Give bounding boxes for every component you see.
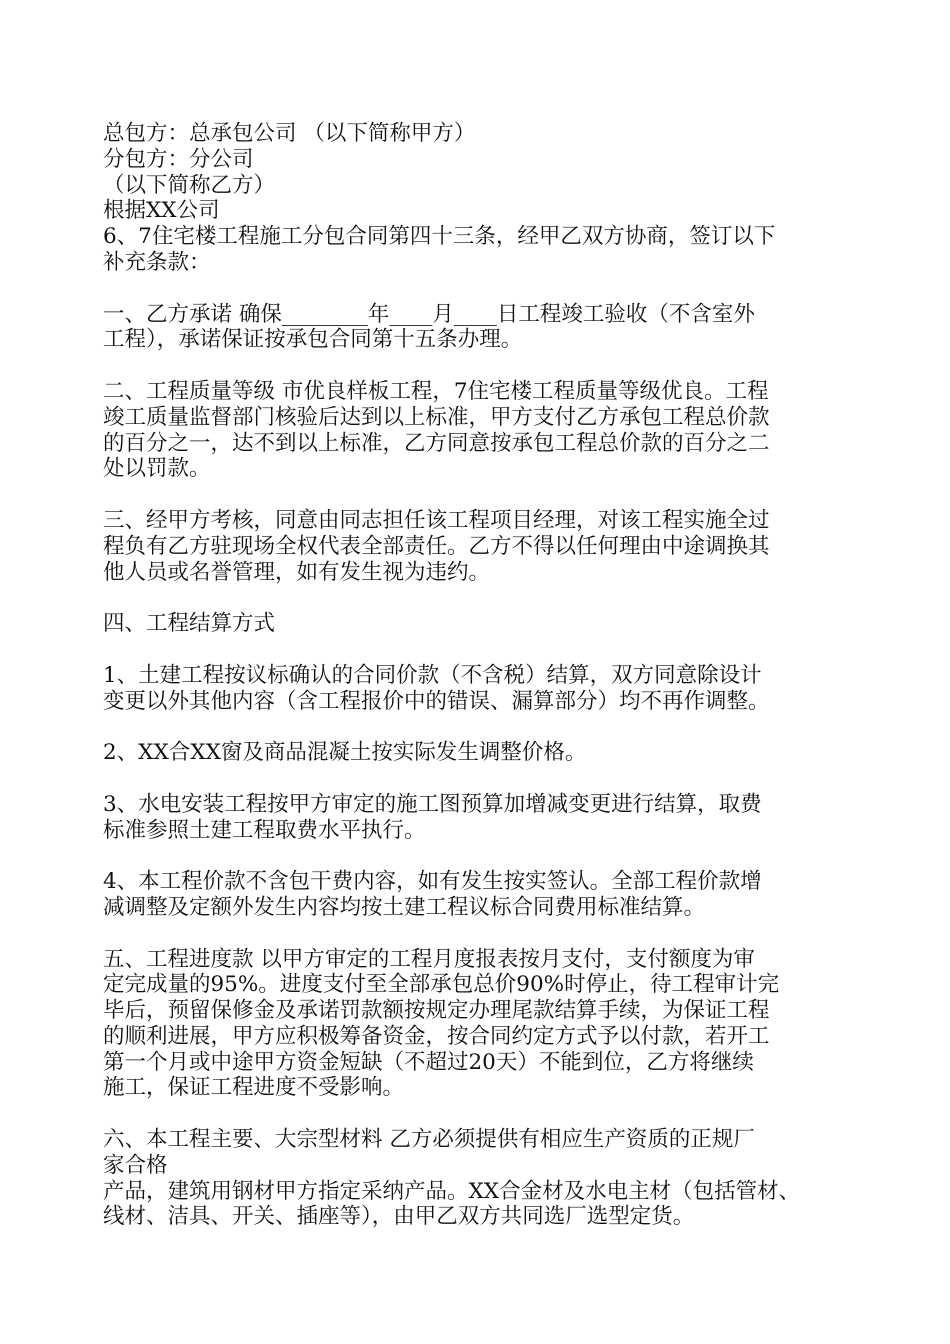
paragraph-gap bbox=[103, 353, 863, 379]
clause-2-line-2: 竣工质量监督部门核验后达到以上标准，甲方支付乙方承包工程总价款 bbox=[103, 404, 770, 430]
clause-5 bbox=[103, 947, 863, 1102]
clause-5-line-1: 五、工程进度款 以甲方审定的工程月度报表按月支付，支付额度为审 bbox=[103, 946, 755, 972]
paragraph-gap bbox=[103, 585, 863, 611]
clause-4-item-2: 2、XX合XX窗及商品混凝土按实际发生调整价格。 bbox=[103, 740, 587, 766]
general-contractor-line: 总包方：总承包公司 （以下简称甲方） bbox=[103, 121, 476, 146]
clause-1-line-1: 一、乙方承诺 确保________年____月____日工程竣工验收（不含室外 bbox=[103, 301, 755, 327]
clause-2 bbox=[103, 379, 863, 482]
subcontractor-alias-line: （以下简称乙方） bbox=[103, 172, 276, 198]
paragraph-gap bbox=[103, 714, 863, 740]
clause-3-line-1: 三、经甲方考核，同意由同志担任该工程项目经理，对该工程实施全过 bbox=[103, 507, 770, 533]
paragraph-gap bbox=[103, 482, 863, 508]
clause-2-line-3: 的百分之一，达不到以上标准，乙方同意按承包工程总价款的百分之二 bbox=[103, 430, 770, 456]
clause-4-item-3-line-2: 标准参照土建工程取费水平执行。 bbox=[103, 817, 426, 843]
clause-1-line-2: 工程），承诺保证按承包合同第十五条办理。 bbox=[103, 327, 523, 353]
clause-5-line-3: 毕后，预留保修金及承诺罚款额按规定办理尾款结算手续，为保证工程 bbox=[103, 998, 770, 1024]
subcontractor-line: 分包方：分公司 bbox=[103, 146, 254, 172]
paragraph-gap bbox=[103, 276, 863, 302]
paragraph-gap bbox=[103, 921, 863, 947]
clause-3 bbox=[103, 508, 863, 585]
clause-2-line-4: 处以罚款。 bbox=[103, 456, 211, 482]
clause-5-line-6: 施工，保证工程进度不受影响。 bbox=[103, 1075, 405, 1101]
clause-6-line-1: 六、本工程主要、大宗型材料 乙方必须提供有相应生产资质的正规厂 bbox=[103, 1127, 755, 1153]
intro-line-1: 6、7住宅楼工程施工分包合同第四十三条，经甲乙双方协商，签订以下 bbox=[103, 224, 776, 250]
paragraph-gap bbox=[103, 1101, 863, 1127]
clause-4-item-4-line-2: 减调整及定额外发生内容均按土建工程议标合同费用标准结算。 bbox=[103, 894, 706, 920]
clause-4-item-1-line-1: 1、土建工程按议标确认的合同价款（不含税）结算，双方同意除设计 bbox=[103, 662, 762, 688]
paragraph-gap bbox=[103, 637, 863, 663]
intro-line-2: 补充条款： bbox=[103, 249, 211, 275]
clause-3-line-2: 程负有乙方驻现场全权代表全部责任。乙方不得以任何理由中途调换其 bbox=[103, 533, 770, 559]
paragraph-gap bbox=[103, 843, 863, 869]
clause-5-line-2: 定完成量的95%。进度支付至全部承包总价90%时停止，待工程审计完 bbox=[103, 972, 780, 998]
clause-4-item-4-line-1: 4、本工程价款不含包干费内容，如有发生按实签认。全部工程价款增 bbox=[103, 869, 762, 895]
clause-5-line-5: 第一个月或中途甲方资金短缺（不超过20天）不能到位，乙方将继续 bbox=[103, 1049, 754, 1075]
basis-line: 根据XX公司 bbox=[103, 198, 220, 224]
contract-document bbox=[103, 121, 863, 1230]
header-section bbox=[103, 121, 863, 276]
clause-1 bbox=[103, 302, 863, 354]
paragraph-gap bbox=[103, 766, 863, 792]
clause-4-item-3-line-1: 3、水电安装工程按甲方审定的施工图预算加增减变更进行结算，取费 bbox=[103, 791, 762, 817]
clause-6 bbox=[103, 1127, 863, 1230]
clause-2-line-1: 二、工程质量等级 市优良样板工程，7住宅楼工程质量等级优良。工程 bbox=[103, 378, 769, 404]
clause-4 bbox=[103, 611, 863, 921]
clause-6-line-2: 家合格 bbox=[103, 1152, 168, 1178]
clause-4-item-1-line-2: 变更以外其他内容（含工程报价中的错误、漏算部分）均不再作调整。 bbox=[103, 688, 770, 714]
clause-5-line-4: 的顺利进展，甲方应积极筹备资金，按合同约定方式予以付款，若开工 bbox=[103, 1023, 770, 1049]
clause-4-title: 四、工程结算方式 bbox=[103, 611, 276, 637]
clause-6-line-4: 线材、洁具、开关、插座等），由甲乙双方共同选厂选型定货。 bbox=[103, 1204, 695, 1230]
clause-6-line-3: 产品，建筑用钢材甲方指定采纳产品。XX合金材及水电主材（包括管材、 bbox=[103, 1178, 801, 1204]
clause-3-line-3: 他人员或名誉管理，如有发生视为违约。 bbox=[103, 559, 491, 585]
